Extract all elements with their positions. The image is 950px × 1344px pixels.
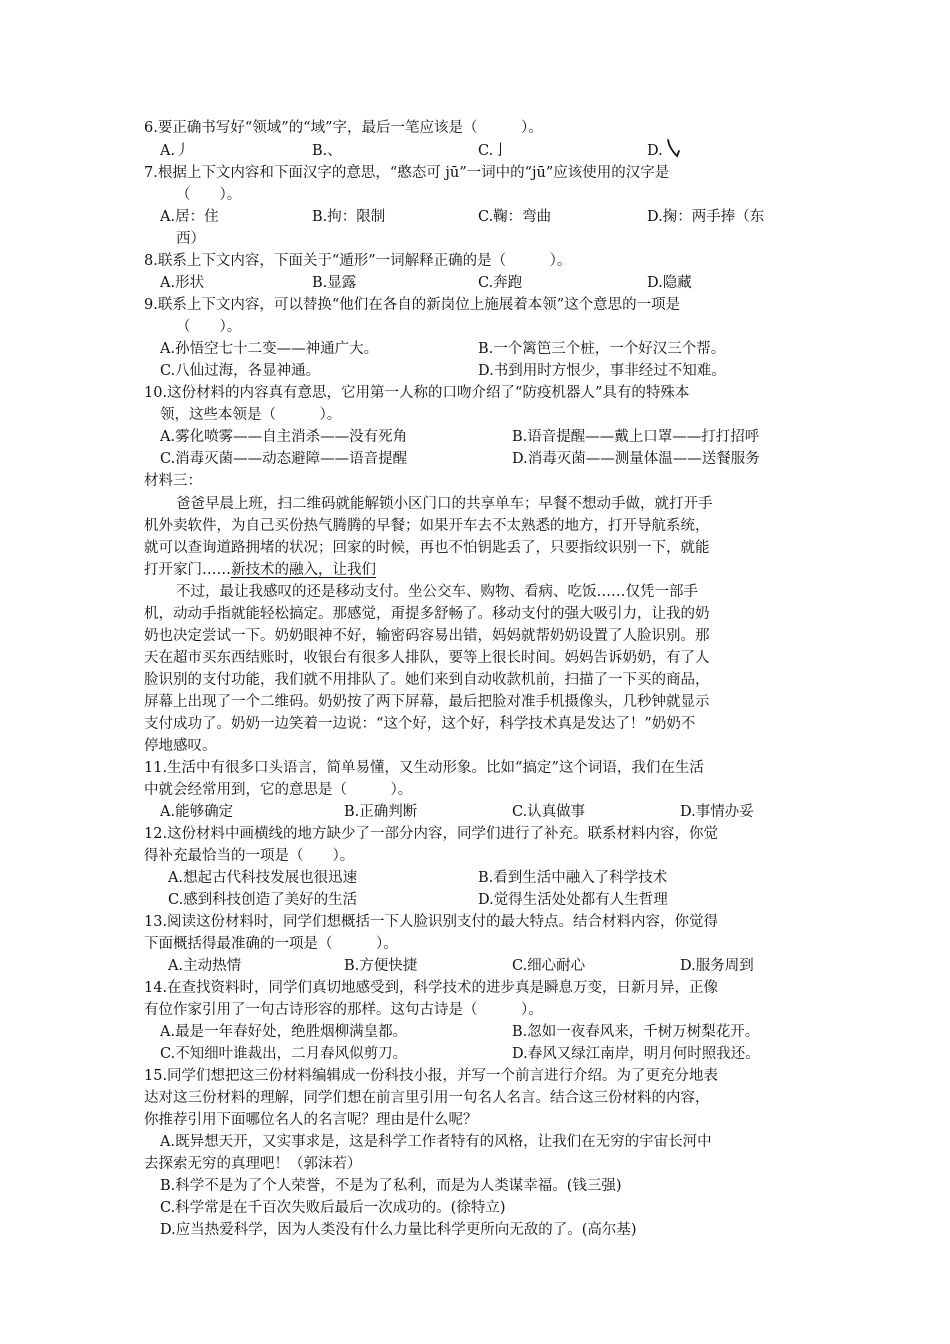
q11-stem-cont: 中就会经常用到，它的意思是（ ）。 [144,782,413,798]
q14-option-c: C.不知细叶谁裁出，二月春风似剪刀。 [160,1046,408,1062]
q10-stem-cont: 领，这些本领是（ ）。 [160,407,342,423]
q13-option-d: D.服务周到 [680,958,754,974]
q15-stem-cont: 你推荐引用下面哪位名人的名言呢？理由是什么呢？ [144,1112,478,1128]
material3-p2-line: 屏幕上出现了一个二维码。奶奶按了两下屏幕，最后把脸对准手机摄像头，几秒钟就显示 [144,694,710,710]
q10-option-c: C.消毒灭菌——动态避障——语音提醒 [160,451,408,467]
material3-p2-line: 不过，最让我感叹的还是移动支付。坐公交车、购物、看病、吃饭……仅凭一部手 [176,584,698,600]
q7-option-a: A.居：住 [160,209,219,225]
q6-option-c: C.亅 [478,143,508,159]
q7-option-d-cont: 西） [176,231,205,247]
q8-option-d: D.隐藏 [647,275,692,291]
material3-p1-line: 爸爸早晨上班，扫二维码就能解锁小区门口的共享单车；早餐不想动手做，就打开手 [176,496,713,512]
material3-p1-text: 打开家门…… [144,562,231,578]
q10-option-d: D.消毒灭菌——测量体温——送餐服务 [512,451,760,467]
q7-option-b: B.拘：限制 [312,209,386,225]
q10-stem: 10.这份材料的内容真有意思，它用第一人称的口吻介绍了“防疫机器人”具有的特殊本 [144,385,690,401]
material3-p2-line: 机，动动手指就能轻松搞定。那感觉，甭提多舒畅了。移动支付的强大吸引力，让我的奶 [144,606,710,622]
q9-option-a: A.孙悟空七十二变——神通广大。 [160,341,379,357]
material3-p2-line: 停地感叹。 [144,738,217,754]
material3-p1-line-last [144,559,824,581]
q7-stem-cont: （ ）。 [176,187,242,203]
q7-stem: 7.根据上下文内容和下面汉字的意思，“憨态可 jū”一词中的“jū”应该使用的汉字是 [144,165,670,181]
q15-option-c: C.科学常是在千百次失败后最后一次成功的。(徐特立) [160,1200,506,1216]
q11-stem: 11.生活中有很多口头语言，简单易懂，又生动形象。比如“搞定”这个词语，我们在生活 [144,760,704,776]
q12-option-b: B.看到生活中融入了科学技术 [478,870,668,886]
q13-option-a: A.主动热情 [168,958,242,974]
material3-p2-line: 脸识别的支付功能，我们就不用排队了。她们来到自动收款机前，扫描了一下买的商品， [144,672,710,688]
q12-option-a: A.想起古代科技发展也很迅速 [168,870,358,886]
q15-stem-cont: 达对这三份材料的理解，同学们想在前言里引用一句名人名言。结合这三份材料的内容， [144,1090,710,1106]
q7-option-d: D.掬：两手捧（东 [647,209,765,225]
q12-stem-cont: 得补充最恰当的一项是（ ）。 [144,848,355,864]
q11-option-a: A.能够确定 [160,804,234,820]
material3-p2-line: 奶也决定尝试一下。奶奶眼神不好，输密码容易出错，妈妈就帮奶奶设置了人脸识别。那 [144,628,710,644]
q9-option-d: D.书到用时方恨少，事非经过不知难。 [478,363,726,379]
q13-stem: 13.阅读这份材料时，同学们想概括一下人脸识别支付的最大特点。结合材料内容，你觉得 [144,914,719,930]
q9-option-b: B.一个篱笆三个桩，一个好汉三个帮。 [478,341,726,357]
q12-option-d: D.觉得生活处处都有人生哲理 [478,892,668,908]
q10-option-b: B.语音提醒——戴上口罩——打打招呼 [512,429,760,445]
q15-option-a: A.既异想天开，又实事求是，这是科学工作者特有的风格，让我们在无穷的宇宙长河中 [160,1134,712,1150]
q15-stem: 15.同学们想把这三份材料编辑成一份科技小报，并写一个前言进行介绍。为了更充分地表 [144,1068,719,1084]
q14-stem-cont: 有位作家引用了一句古诗形容的那样。这句古诗是（ ）。 [144,1002,543,1018]
material3-title: 材料三： [144,473,202,489]
q7-option-c: C.鞠：弯曲 [478,209,552,225]
q6-option-a: A.丿 [160,143,190,159]
dian-stroke-icon [664,137,686,161]
q8-option-a: A.形状 [160,275,205,291]
material3-underlined-blank: 新技术的融入，让我们 [231,562,376,578]
q6-option-d: D. [647,143,663,159]
q8-option-c: C.奔跑 [478,275,523,291]
material3-p2-line: 支付成功了。奶奶一边笑着一边说：“这个好，这个好，科学技术真是发达了！”奶奶不 [144,716,696,732]
q10-option-a: A.雾化喷雾——自主消杀——没有死角 [160,429,408,445]
q6-stem: 6.要正确书写好“领域”的“域”字，最后一笔应该是（ ）。 [144,120,543,136]
q9-option-c: C.八仙过海，各显神通。 [160,363,321,379]
q11-option-d: D.事情办妥 [680,804,754,820]
q15-option-a-cont: 去探索无穷的真理吧！（郭沫若） [144,1156,362,1172]
q9-stem: 9.联系上下文内容，可以替换“他们在各自的新岗位上施展着本领”这个意思的一项是 [144,297,681,313]
q6-option-b: B.、 [312,143,342,159]
q14-option-d: D.春风又绿江南岸，明月何时照我还。 [512,1046,760,1062]
q11-option-b: B.正确判断 [344,804,418,820]
material3-p2-line: 天在超市买东西结账时，收银台有很多人排队，要等上很长时间。妈妈告诉奶奶，有了人 [144,650,710,666]
q14-option-b: B.忽如一夜春风来，千树万树梨花开。 [512,1024,760,1040]
material3-p1-line: 就可以查询道路拥堵的状况；回家的时候，再也不怕钥匙丢了，只要指纹识别一下，就能 [144,540,710,556]
material3-p1-line: 机外卖软件，为自己买份热气腾腾的早餐；如果开车去不太熟悉的地方，打开导航系统， [144,518,710,534]
q12-stem: 12.这份材料中画横线的地方缺少了一部分内容，同学们进行了补充。联系材料内容，你觉 [144,826,719,842]
q15-option-d: D.应当热爱科学，因为人类没有什么力量比科学更所向无敌的了。(高尔基) [160,1222,637,1238]
q14-option-a: A.最是一年春好处，绝胜烟柳满皇都。 [160,1024,408,1040]
q12-option-c: C.感到科技创造了美好的生活 [168,892,358,908]
q11-option-c: C.认真做事 [512,804,586,820]
q13-option-b: B.方便快捷 [344,958,418,974]
q13-option-c: C.细心耐心 [512,958,586,974]
q15-option-b: B.科学不是为了个人荣誉，不是为了私利，而是为人类谋幸福。(钱三强) [160,1178,622,1194]
q13-stem-cont: 下面概括得最准确的一项是（ ）。 [144,936,398,952]
q8-option-b: B.显露 [312,275,357,291]
q9-stem-cont: （ ）。 [176,319,242,335]
q8-stem: 8.联系上下文内容，下面关于“遁形”一词解释正确的是（ ）。 [144,253,572,269]
q14-stem: 14.在查找资料时，同学们真切地感受到，科学技术的进步真是瞬息万变，日新月异，正像 [144,980,719,996]
